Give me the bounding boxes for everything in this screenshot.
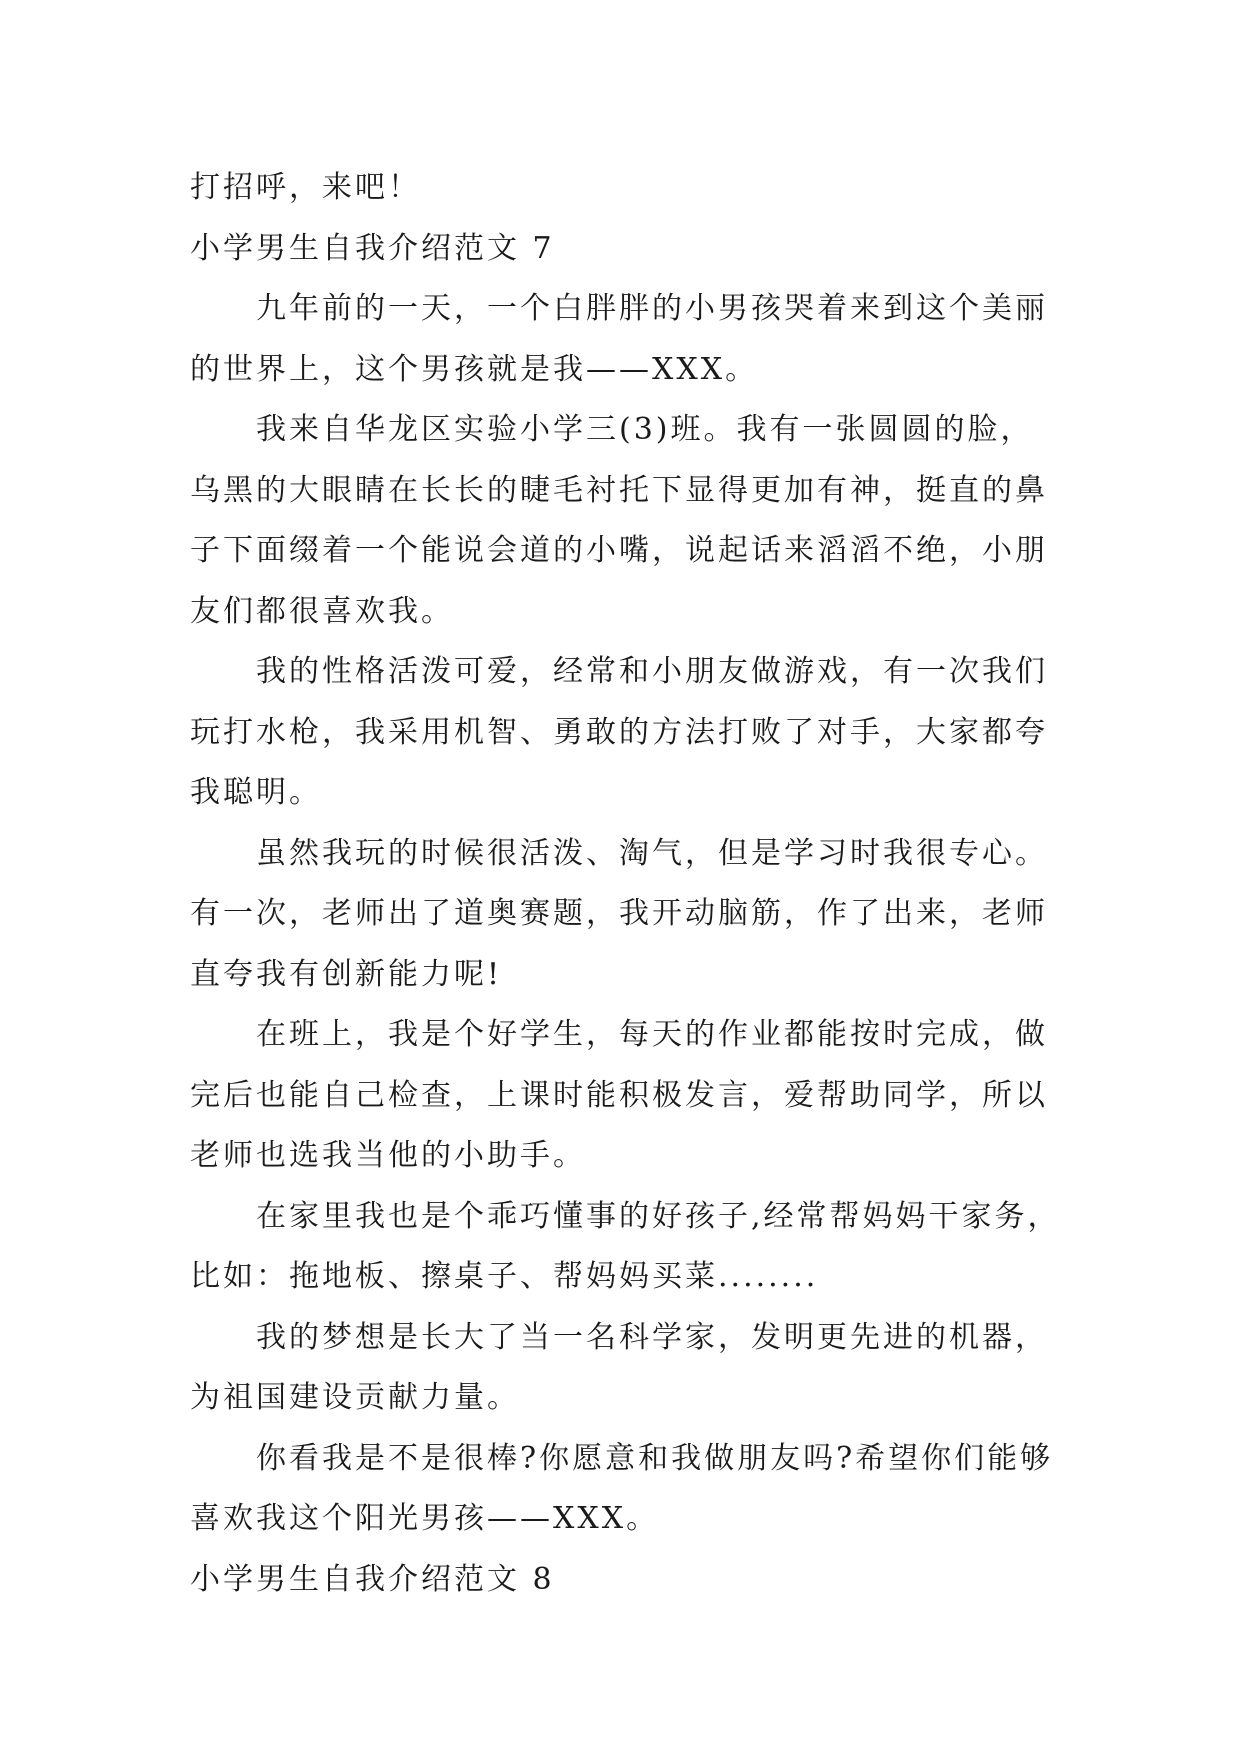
- paragraph-first-line: 我来自华龙区实验小学三(3)班。我有一张圆圆的脸，: [256, 412, 1034, 447]
- text-line: 打招呼，来吧！: [190, 170, 421, 205]
- paragraph-first-line: 在班上，我是个好学生，每天的作业都能按时完成，做: [256, 1017, 1048, 1052]
- paragraph-first-line: 在家里我也是个乖巧懂事的好孩子,经常帮妈妈干家务，: [256, 1198, 1061, 1234]
- text-line: 乌黑的大眼睛在长长的睫毛衬托下显得更加有神，挺直的鼻: [190, 472, 1048, 508]
- paragraph-first-line: 你看我是不是很棒?你愿意和我做朋友吗?希望你们能够: [256, 1440, 1054, 1476]
- text-line: 玩打水枪，我采用机智、勇敢的方法打败了对手，大家都夸: [190, 714, 1048, 750]
- paragraph-first-line: 我的性格活泼可爱，经常和小朋友做游戏，有一次我们: [256, 654, 1048, 689]
- text-line: 直夸我有创新能力呢!: [190, 956, 503, 992]
- text-line: 老师也选我当他的小助手。: [190, 1138, 586, 1173]
- section-heading: 小学男生自我介绍范文 8: [190, 1561, 555, 1597]
- text-line: 有一次，老师出了道奥赛题，我开动脑筋，作了出来，老师: [190, 896, 1048, 931]
- text-line: 子下面缀着一个能说会道的小嘴，说起话来滔滔不绝，小朋: [190, 533, 1048, 568]
- text-line: 喜欢我这个阳光男孩——XXX。: [190, 1501, 660, 1536]
- document-body: [190, 158, 1061, 1610]
- text-line: 为祖国建设贡献力量。: [190, 1380, 520, 1415]
- paragraph-first-line: 九年前的一天，一个白胖胖的小男孩哭着来到这个美丽: [256, 291, 1048, 326]
- text-line: 的世界上，这个男孩就是我——XXX。: [190, 351, 759, 387]
- text-line: 友们都很喜欢我。: [190, 593, 454, 629]
- text-line: 我聪明。: [190, 775, 322, 810]
- text-line: 完后也能自己检查，上课时能积极发言，爱帮助同学，所以: [190, 1077, 1048, 1113]
- paragraph-first-line: 虽然我玩的时候很活泼、淘气，但是学习时我很专心。: [256, 835, 1048, 871]
- text-line: 比如：拖地板、擦桌子、帮妈妈买菜........: [190, 1259, 819, 1294]
- section-heading: 小学男生自我介绍范文 7: [190, 230, 555, 266]
- paragraph-first-line: 我的梦想是长大了当一名科学家，发明更先进的机器，: [256, 1319, 1048, 1355]
